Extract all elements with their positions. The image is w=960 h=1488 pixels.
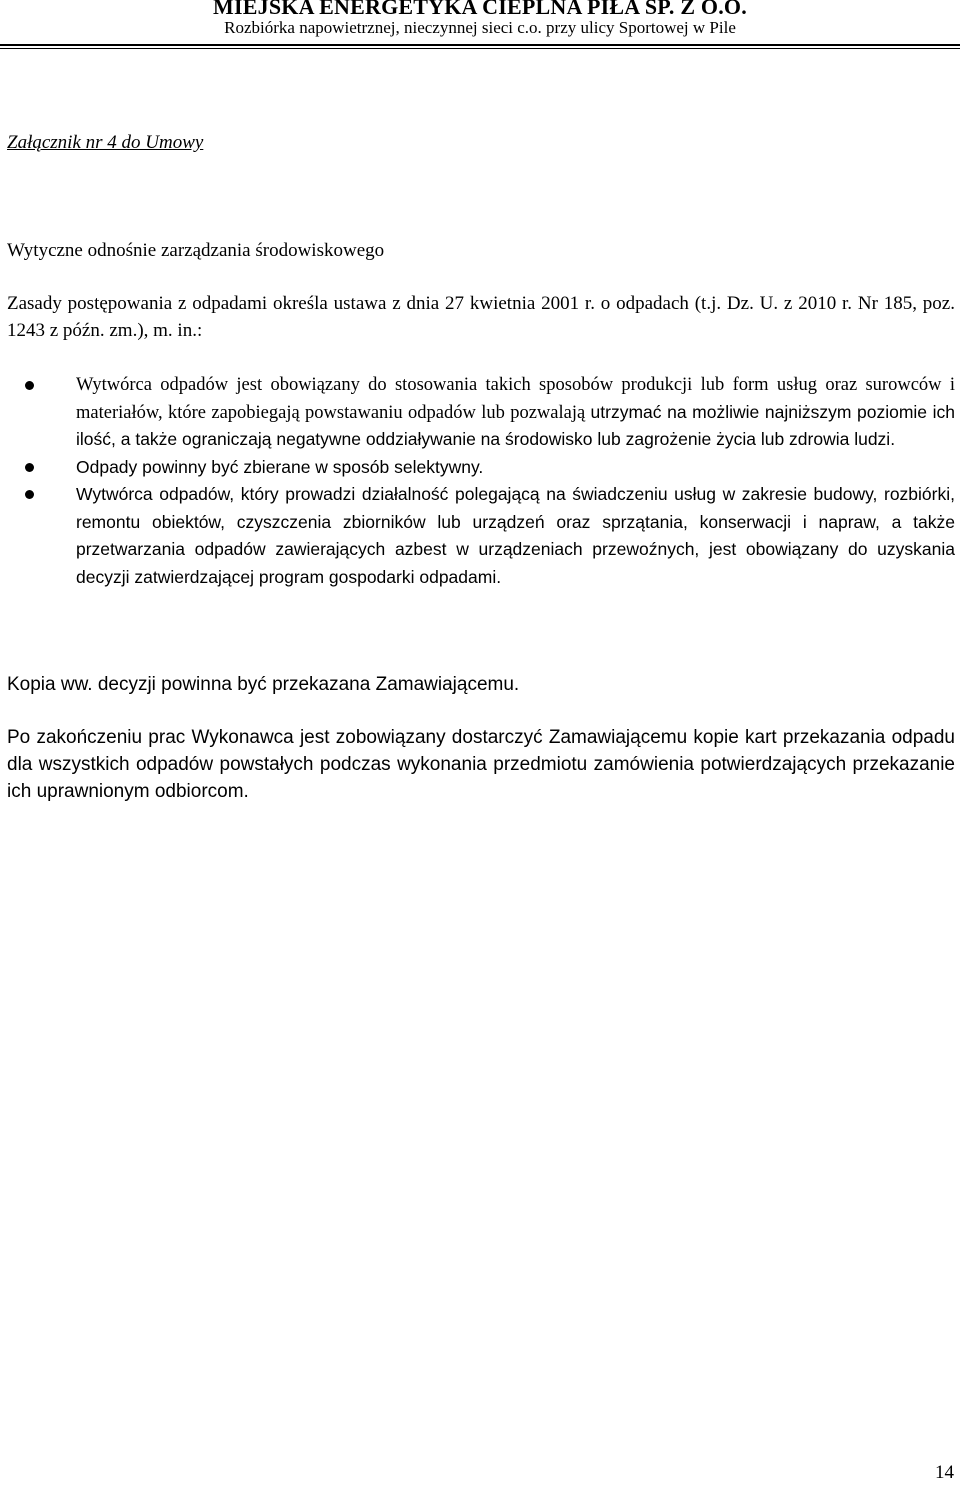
header-divider-thin xyxy=(0,48,960,49)
project-title: Rozbiórka napowietrznej, nieczynnej sieci c.o. przy ulicy Sportowej w Pile xyxy=(224,18,736,37)
list-item xyxy=(0,372,960,454)
rule-text: Wytwórca odpadów, który prowadzi działalność polegającą na świadczeniu usług w zakresie budowy, rozbiórki, remontu obiektów, czyszczenia zbiorników lub urządzeń oraz sprzątania, konserwacji i napraw, a także przetwarzania odpadów zawierających azbest w urządzeniach przewoźnych, jest obowiązany do uzyskania decyzji zatwierdzającej program gospodarki odpadami. xyxy=(76,484,955,587)
header-divider xyxy=(0,44,960,46)
rules-list xyxy=(0,372,960,591)
rule-text-part2: utrzymać na możliwie najniższym poziomie ich ilość, a także ograniczają negatywne oddziaływanie na środowisko lub zagrożenie życia lub zdrowia ludzi. xyxy=(76,401,956,449)
list-item xyxy=(0,454,960,482)
bullet-icon xyxy=(25,463,34,472)
bullet-icon xyxy=(25,381,34,390)
closing-paragraph: Po zakończeniu prac Wykonawca jest zobowiązany dostarczyć Zamawiającemu kopie kart przekazania odpadu dla wszystkich odpadów powstałych podczas wykonania przedmiotu zamówienia potwierdzających przekazanie ich uprawnionym odbiorcom. xyxy=(7,727,955,802)
rule-text-part1: Wytwórca odpadów jest obowiązany do stosowania takich sposobów produkcji lub form usług oraz surowców i materiałów, które zapobiegają powstawaniu odpadów lub pozwalają xyxy=(76,375,955,423)
intro-paragraph: Zasady postępowania z odpadami określa ustawa z dnia 27 kwietnia 2001 r. o odpadach (t.j. Dz. U. z 2010 r. Nr 185, poz. 1243 z późn. zm.), m. in.: xyxy=(7,293,955,341)
company-name: MIEJSKA ENERGETYKA CIEPLNA PIŁA SP. Z O.O. xyxy=(213,0,747,19)
page-number: 14 xyxy=(935,1462,954,1483)
section-title: Wytyczne odnośnie zarządzania środowiskowego xyxy=(7,240,385,261)
attachment-title: Załącznik nr 4 do Umowy xyxy=(7,132,204,153)
bullet-icon xyxy=(25,490,34,499)
list-item xyxy=(0,481,960,591)
copy-note: Kopia ww. decyzji powinna być przekazana Zamawiającemu. xyxy=(7,674,520,695)
rule-text: Odpady powinny być zbierane w sposób selektywny. xyxy=(76,456,484,477)
page-header xyxy=(0,0,960,38)
